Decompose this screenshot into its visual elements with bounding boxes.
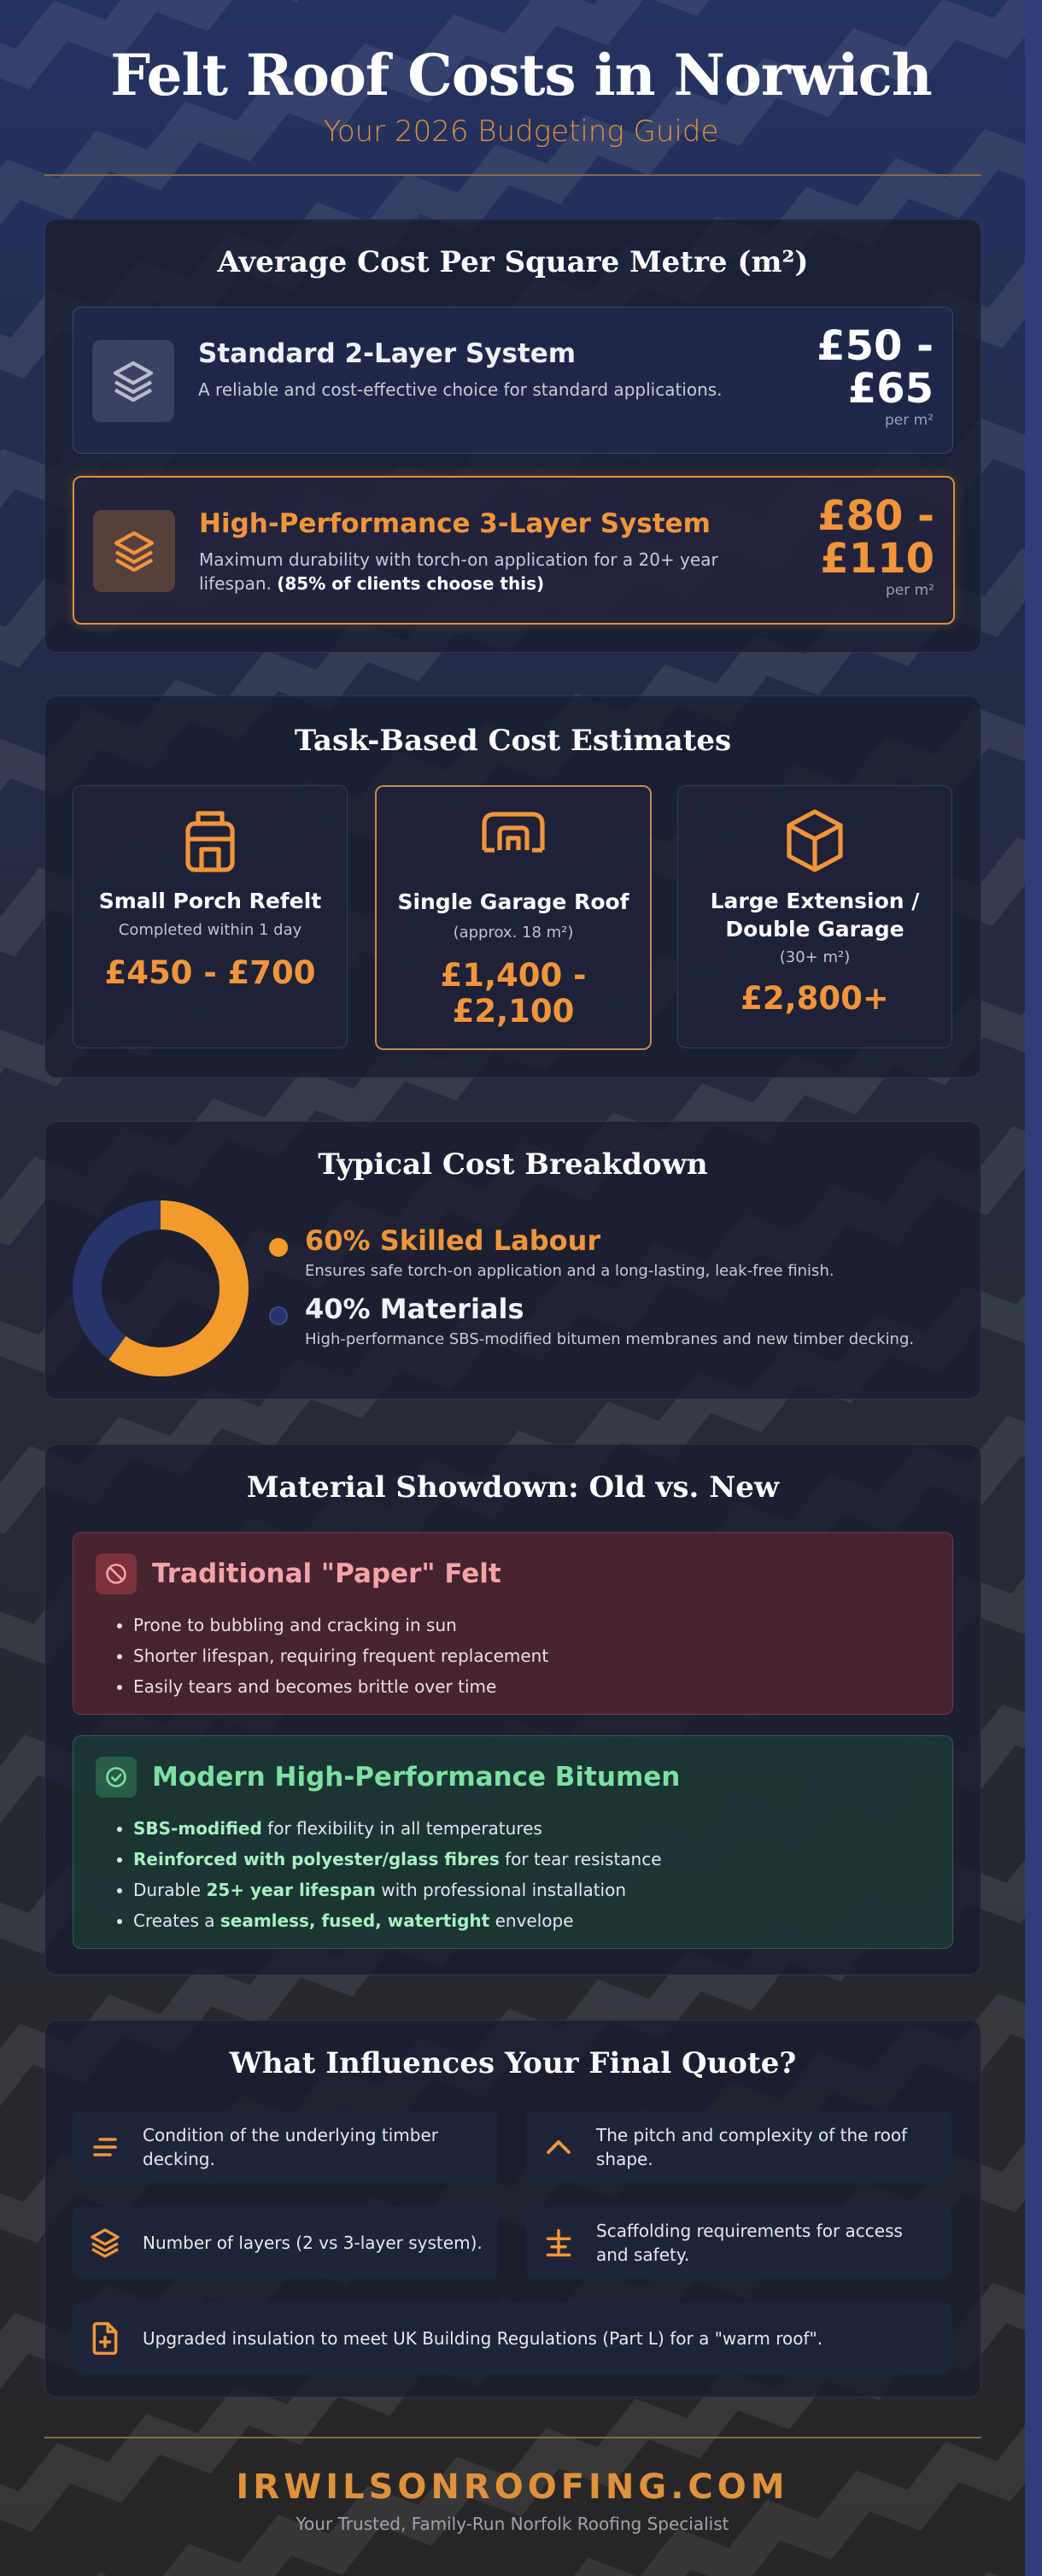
point-text: envelope	[489, 1910, 574, 1931]
list-item: • Prone to bubbling and cracking in sun	[133, 1610, 548, 1640]
material-showdown-section	[44, 1444, 981, 1975]
task-card-garage	[375, 785, 652, 1050]
header-divider	[44, 174, 981, 176]
page-edge	[1025, 0, 1042, 2576]
legend-title: 40% Materials	[305, 1293, 524, 1325]
list-item	[133, 1875, 662, 1905]
factor-item-decking	[73, 2111, 498, 2183]
old-felt-panel	[73, 1532, 953, 1715]
factor-text: Number of layers (2 vs 3-layer system).	[143, 2233, 483, 2253]
system-description: A reliable and cost-effective choice for standard applications.	[198, 379, 723, 400]
file-plus-icon	[88, 2321, 122, 2356]
task-price: £1,400 - £2,100	[440, 957, 587, 1030]
system-price: £80 - £110	[817, 492, 934, 583]
layers-icon	[88, 2226, 122, 2260]
list-item	[133, 1813, 662, 1844]
legend-dot-orange	[269, 1238, 288, 1257]
old-felt-points	[104, 1610, 548, 1702]
task-name: Single Garage Roof	[397, 889, 629, 914]
page-subtitle: Your 2026 Budgeting Guide	[323, 114, 719, 149]
brand-link[interactable]: IRWILSONROOFING.COM	[236, 2467, 789, 2507]
legend-description: Ensures safe torch-on application and a long-lasting, leak-free finish.	[305, 1262, 834, 1280]
system-standard	[73, 307, 953, 454]
point-bold: Reinforced with polyester/glass fibres	[133, 1849, 500, 1869]
legend-dot-navy	[269, 1306, 288, 1325]
task-price: £2,800+	[741, 980, 889, 1017]
quote-factors-section	[44, 2020, 981, 2397]
system-unit: per m²	[885, 582, 934, 599]
modern-bitumen-title: Modern High-Performance Bitumen	[152, 1762, 681, 1793]
system-highlight: (85% of clients choose this)	[277, 573, 545, 594]
task-note: Completed within 1 day	[118, 921, 302, 939]
section-title: Task-Based Cost Estimates	[294, 724, 732, 758]
list-item	[133, 1844, 662, 1875]
lines-icon	[88, 2130, 122, 2164]
donut-segment-labour	[117, 1215, 234, 1362]
system-high-performance	[73, 476, 955, 625]
cost-per-metre-section	[44, 219, 981, 653]
page-title: Felt Roof Costs in Norwich	[110, 42, 932, 109]
factor-item-scaffolding	[526, 2207, 951, 2279]
factor-item-layers	[73, 2207, 498, 2279]
task-estimates-section	[44, 695, 981, 1078]
system-description-text: Maximum durability with torch-on application for a 20+ year lifespan.	[199, 549, 718, 594]
system-price: £50 - £65	[817, 322, 934, 413]
section-title: Average Cost Per Square Metre (m²)	[217, 245, 809, 279]
list-item: • Shorter lifespan, requiring frequent replacement	[133, 1640, 548, 1671]
factor-item-insulation	[73, 2303, 951, 2374]
system-name: Standard 2-Layer System	[198, 338, 577, 369]
check-circle-icon	[96, 1757, 137, 1798]
task-price: £450 - £700	[104, 954, 316, 991]
footer-divider	[44, 2437, 981, 2438]
chevron-up-icon	[541, 2130, 576, 2164]
footer	[0, 2467, 1025, 2534]
old-felt-title: Traditional "Paper" Felt	[152, 1558, 501, 1589]
point-text: for tear resistance	[499, 1849, 662, 1869]
no-entry-icon	[96, 1553, 137, 1594]
porch-icon	[73, 808, 347, 873]
garage-icon	[377, 809, 650, 860]
tagline: Your Trusted, Family-Run Norfolk Roofing Specialist	[296, 2514, 729, 2534]
header	[0, 0, 1042, 149]
scaffold-icon	[541, 2226, 576, 2260]
point-text: Durable	[133, 1880, 207, 1900]
task-card-extension	[677, 785, 952, 1048]
factor-item-pitch	[526, 2111, 951, 2183]
cost-breakdown-section	[44, 1121, 981, 1399]
point-bold: seamless, fused, watertight	[220, 1910, 490, 1931]
breakdown-donut-chart	[73, 1200, 249, 1376]
legend-title: 60% Skilled Labour	[305, 1224, 601, 1257]
list-item	[133, 1905, 662, 1936]
factor-text: The pitch and complexity of the roof shape.	[596, 2125, 908, 2169]
layers-icon	[92, 340, 174, 422]
legend-description: High-performance SBS-modified bitumen membranes and new timber decking.	[305, 1330, 915, 1348]
point-bold: SBS-modified	[133, 1818, 262, 1839]
box-icon	[678, 808, 951, 873]
list-item: • Easily tears and becomes brittle over time	[133, 1671, 548, 1702]
factor-text: Upgraded insulation to meet UK Building Regulations (Part L) for a "warm roof".	[143, 2328, 823, 2349]
system-unit: per m²	[884, 412, 934, 429]
point-text: with professional installation	[375, 1880, 627, 1900]
section-title: What Influences Your Final Quote?	[229, 2046, 797, 2080]
task-note: (30+ m²)	[779, 948, 851, 966]
modern-bitumen-panel	[73, 1735, 953, 1949]
task-card-porch	[73, 785, 348, 1048]
factor-text: Condition of the underlying timber decking.	[143, 2125, 438, 2169]
task-name: Small Porch Refelt	[98, 889, 322, 913]
layers-icon	[93, 510, 175, 592]
task-name: Large Extension / Double Garage	[710, 889, 920, 942]
task-note: (approx. 18 m²)	[453, 924, 574, 942]
section-title: Typical Cost Breakdown	[318, 1147, 708, 1182]
modern-bitumen-points	[104, 1813, 662, 1936]
system-description	[199, 548, 746, 596]
section-title: Material Showdown: Old vs. New	[246, 1470, 780, 1505]
system-name: High-Performance 3-Layer System	[199, 508, 711, 539]
point-text: Creates a	[133, 1910, 220, 1931]
point-text: for flexibility in all temperatures	[261, 1818, 542, 1839]
point-bold: 25+ year lifespan	[206, 1880, 376, 1900]
factor-text: Scaffolding requirements for access and safety.	[596, 2221, 903, 2265]
